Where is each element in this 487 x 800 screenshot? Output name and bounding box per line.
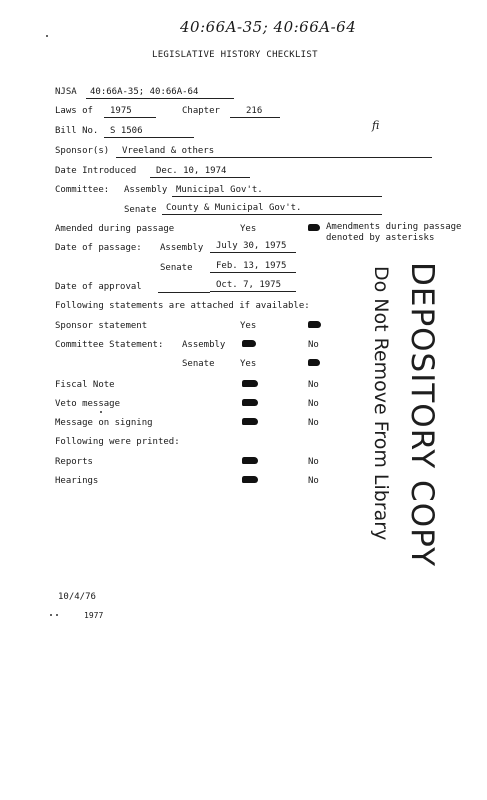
- veto-message-label: Veto message: [55, 399, 121, 409]
- reports-label: Reports: [55, 457, 93, 467]
- bill-label: Bill No.: [55, 126, 99, 136]
- hearings-no: No: [308, 476, 319, 486]
- reports-no: No: [308, 457, 319, 467]
- committee-statement-senate-label: Senate: [182, 359, 215, 369]
- printed-heading: Following were printed:: [55, 437, 180, 447]
- approval-underline-left: [158, 292, 210, 293]
- handwritten-mark: ﬁ: [372, 119, 380, 132]
- amend-note-line2: denoted by asterisks: [326, 233, 435, 243]
- depository-copy-stamp: DEPOSITORY COPY: [404, 262, 440, 568]
- redaction-mark: [242, 457, 258, 464]
- introduced-label: Date Introduced: [55, 166, 137, 176]
- passage-senate-label: Senate: [160, 263, 193, 273]
- approval-underline: [210, 291, 296, 292]
- committee-senate-underline: [162, 214, 382, 215]
- committee-label: Committee:: [55, 185, 110, 195]
- redaction-mark: [242, 418, 258, 425]
- speck: [56, 614, 58, 616]
- passage-assembly-value: July 30, 1975: [216, 241, 287, 251]
- njsa-value: 40:66A-35; 40:66A-64: [90, 87, 199, 97]
- passage-assembly-label: Assembly: [160, 243, 204, 253]
- laws-underline: [104, 117, 156, 118]
- njsa-underline: [86, 98, 234, 99]
- statements-heading: Following statements are attached if available:: [55, 301, 310, 311]
- sponsor-statement-label: Sponsor statement: [55, 321, 148, 331]
- committee-senate-label: Senate: [124, 205, 157, 215]
- passage-senate-underline: [210, 272, 296, 273]
- passage-assembly-underline: [210, 252, 296, 253]
- sponsor-value: Vreeland & others: [122, 146, 215, 156]
- sponsor-statement-value: Yes: [240, 321, 257, 331]
- amended-label: Amended during passage: [55, 224, 175, 234]
- page-title: LEGISLATIVE HISTORY CHECKLIST: [152, 50, 318, 60]
- speck: [46, 35, 48, 37]
- hearings-label: Hearings: [55, 476, 99, 486]
- chapter-value: 216: [246, 106, 263, 116]
- committee-assembly-label: Assembly: [124, 185, 168, 195]
- amended-value: Yes: [240, 224, 257, 234]
- do-not-remove-stamp: Do Not Remove From Library: [370, 266, 392, 541]
- fiscal-note-label: Fiscal Note: [55, 380, 115, 390]
- sponsor-label: Sponsor(s): [55, 146, 110, 156]
- redaction-mark: [308, 224, 320, 231]
- redaction-mark: [308, 321, 321, 328]
- redaction-mark: [308, 359, 320, 366]
- signing-message-label: Message on signing: [55, 418, 153, 428]
- chapter-underline: [230, 117, 280, 118]
- fiscal-note-no: No: [308, 380, 319, 390]
- introduced-value: Dec. 10, 1974: [156, 166, 227, 176]
- committee-senate-yes: Yes: [240, 359, 257, 369]
- redaction-mark: [242, 340, 256, 347]
- committee-statement-assembly-label: Assembly: [182, 340, 226, 350]
- committee-senate-value: County & Municipal Gov't.: [166, 203, 302, 213]
- redaction-mark: [242, 399, 258, 406]
- committee-assembly-no: No: [308, 340, 319, 350]
- sponsor-underline: [116, 157, 432, 158]
- redaction-mark: [242, 476, 258, 483]
- footer-date: 10/4/76: [58, 592, 96, 602]
- approval-label: Date of approval: [55, 282, 142, 292]
- speck: [100, 411, 102, 413]
- laws-value: 1975: [110, 106, 132, 116]
- approval-value: Oct. 7, 1975: [216, 280, 282, 290]
- passage-senate-value: Feb. 13, 1975: [216, 261, 287, 271]
- redaction-mark: [242, 380, 258, 387]
- signing-message-no: No: [308, 418, 319, 428]
- committee-statement-label: Committee Statement:: [55, 340, 164, 350]
- njsa-label: NJSA: [55, 87, 77, 97]
- committee-assembly-value: Municipal Gov't.: [176, 185, 263, 195]
- chapter-label: Chapter: [182, 106, 220, 116]
- bill-value: S 1506: [110, 126, 143, 136]
- committee-assembly-underline: [172, 196, 382, 197]
- laws-label: Laws of: [55, 106, 93, 116]
- bill-underline: [104, 137, 194, 138]
- handwritten-citation: 40:66A-35; 40:66A-64: [180, 18, 357, 36]
- passage-label: Date of passage:: [55, 243, 142, 253]
- footer-year: 1977: [84, 611, 104, 620]
- speck: [50, 614, 52, 616]
- introduced-underline: [150, 177, 250, 178]
- veto-message-no: No: [308, 399, 319, 409]
- amend-note-line1: Amendments during passage: [326, 222, 462, 232]
